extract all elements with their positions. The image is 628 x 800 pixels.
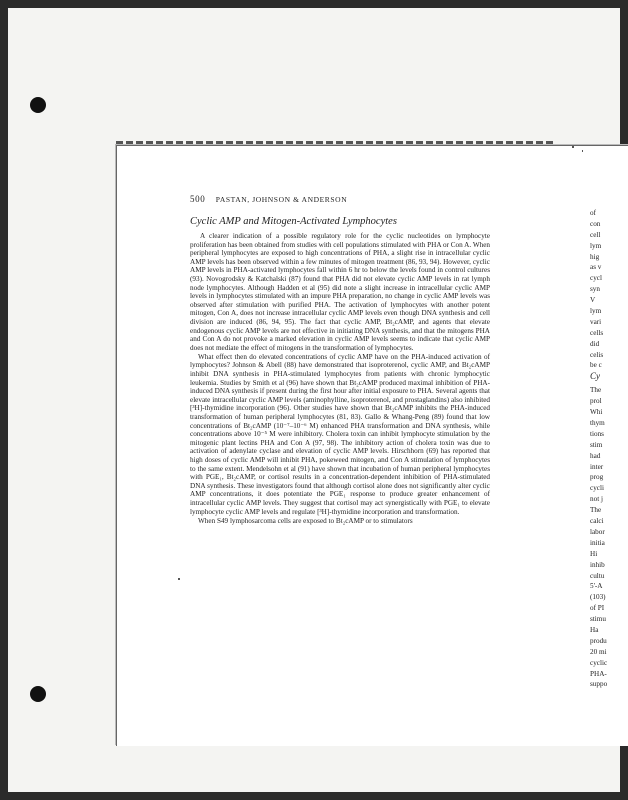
paragraph-3: When S49 lymphosarcoma cells are exposed to Bt₂cAMP or to stimulators [198, 516, 413, 525]
fragment-line: had [590, 451, 601, 460]
fragment-line: 5'-A [590, 582, 603, 591]
fragment-line: PHA- [590, 669, 607, 678]
paragraph-1: A clearer indication of a possible regulatory role for the cyclic nucleotides on lymphocyte proliferation has been obtained from studies with cell populations stimulated with PHA or Con A. When peripheral lymphocytes are exposed to high concentrations of PHA, a slight rise in intracellular cyclic AMP levels has been observed within a few minutes of mitogen treatment (86, 93, 94). However, cyclic AMP levels in PHA-activated lymphocytes fall within 6 hr to below the levels found in control cultures (93). Novogrodsky & Katchalski (87) found that PHA did not elevate cyclic AMP levels in rat lymph node lymphocytes. Although Hadden et al (95) did note a slight increase in intracellular cyclic AMP levels in lymphocytes stimulated with an impure PHA preparation, no change in cyclic AMP levels was observed after stimulation with purified PHA. The activation of lymphocytes with another potent mitogen, Con A, does not increase intracellular cyclic AMP levels even though DNA synthesis and cell division are induced (86, 94, 95). The fact that cyclic AMP, Bt₂cAMP, and agents that elevate endogenous cyclic AMP levels are not effective in initiating DNA synthesis, and that the mitogens PHA and Con A do not provoke a marked elevation in cyclic AMP levels seems to indicate that cyclic AMP does not mediate the effect of mitogens in the transformation of lymphocytes. [190, 232, 490, 352]
fragment-line: not j [590, 495, 603, 504]
fragment-line: as v [590, 263, 602, 272]
running-head-authors: PASTAN, JOHNSON & ANDERSON [215, 195, 348, 204]
fragment-line: suppo [590, 680, 608, 689]
fragment-line: The [590, 386, 602, 395]
fragment-line: lym [590, 307, 602, 316]
binder-hole-top [30, 97, 46, 113]
facing-page-fragments [590, 208, 620, 690]
fragment-line: stim [590, 440, 603, 449]
fragment-line: of [590, 209, 596, 217]
binder-hole-bottom [30, 686, 46, 702]
scan-speck [178, 578, 180, 580]
fragment-line: calci [590, 517, 604, 526]
fragment-line: con [590, 219, 601, 228]
fragment-line: syn [590, 285, 600, 294]
photocopy-edge-marks [116, 141, 556, 144]
scan-speck [582, 150, 583, 152]
fragment-line: (103) [590, 593, 606, 602]
fragment-line: prog [590, 473, 604, 482]
fragment-line: vari [590, 317, 602, 326]
fragment-line: thym [590, 419, 605, 428]
fragment-line: cultu [590, 571, 605, 580]
fragment-line: V [590, 296, 596, 305]
fragment-line: celis [590, 350, 604, 359]
fragment-line: cells [590, 328, 604, 337]
fragment-line: of PI [590, 604, 605, 613]
fragment-line: did [590, 339, 600, 348]
fragment-line: cyclic [590, 658, 608, 667]
fragment-line: prol [590, 397, 602, 406]
scan-speck [572, 146, 574, 148]
section-title: Cyclic AMP and Mitogen-Activated Lymphocytes [190, 216, 397, 227]
fragment-line: Ha [590, 625, 599, 634]
fragment-line: inter [590, 462, 604, 471]
fragment-line: The [590, 506, 602, 515]
fragment-line: produ [590, 636, 607, 645]
fragment-line: 20 mi [590, 647, 607, 656]
fragment-line: lym [590, 241, 602, 250]
fragment-line: initia [590, 538, 605, 547]
running-head [190, 194, 347, 204]
fragment-line: hig [590, 252, 600, 261]
fragment-line: stimu [590, 615, 606, 624]
fragment-line: inhib [590, 560, 605, 569]
fragment-line: Whi [590, 408, 603, 417]
fragment-line: be c [590, 361, 602, 370]
fragment-heading: Cy [590, 371, 600, 382]
page-number: 500 [190, 194, 206, 204]
fragment-line: Hi [590, 549, 598, 558]
fragment-line: labor [590, 527, 605, 536]
fragment-line: cell [590, 230, 601, 239]
fragment-line: tions [590, 429, 604, 438]
fragment-line: cycl [590, 274, 602, 283]
body-text [190, 232, 490, 525]
paragraph-2: What effect then do elevated concentrations of cyclic AMP have on the PHA-induced activation of lymphocytes? Johnson & Abell (88) have demonstrated that isoproterenol, cyclic AMP, and Bt₂cAMP inhibit DNA synthesis in PHA-stimulated lymphocytes from patients with chronic lymphocytic leukemia. Studies by Smith et al (96) have shown that Bt₂cAMP produced maximal inhibition of PHA-induced DNA synthesis if present during the first hour after initial exposure to PHA. Several agents that elevate intracellular cyclic AMP levels (aminophylline, isoproterenol, and prostaglandins) also inhibited [³H]-thymidine incorporation (96). Other studies have shown that Bt₂cAMP inhibits the PHA-induced transformation of human peripheral lymphocytes (81, 83). Gallo & Whang-Peng (89) found that low concentrations of Bt₂cAMP (10⁻⁷–10⁻⁶ M) enhanced PHA transformation and DNA synthesis, while concentrations above 10⁻⁵ M were inhibitory. Cholera toxin can inhibit lymphocyte stimulation by the mitogenic plant lectins PHA and Con A (97, 98). The inhibitory action of cholera toxin was due to activation of adenylate cyclase and elevation of cyclic AMP levels. Hirschhorn (69) has reported that high doses of cyclic AMP will inhibit PHA, pokeweed mitogen, and Con A stimulation of lymphocytes to the same extent. Mendelsohn et al (91) have shown that incubation of human peripheral lymphocytes with PGE₁, Bt₂cAMP, or cortisol results in a concentration-dependent inhibition of PHA-stimulated DNA synthesis. These investigators found that although cortisol alone does not significantly alter cyclic AMP concentrations, it does potentiate the PGE₁ response to produce greater enhancement of intracellular cyclic AMP levels. They suggest that cortisol may act synergistically with PGE₁ to elevate lymphocyte cyclic AMP levels and regulate [³H]-thymidine incorporation and transformation. [190, 352, 490, 516]
fragment-line: cycli [590, 484, 604, 493]
